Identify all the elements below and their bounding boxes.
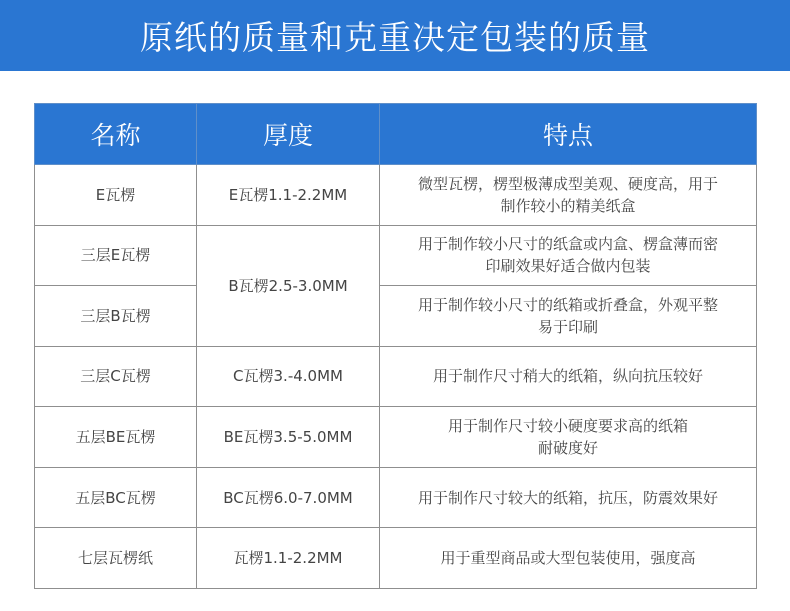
feature-line: 制作较小的精美纸盒 [500,196,636,215]
table-row [35,286,757,347]
cell-feature [380,528,757,589]
cell-thickness: B瓦楞2.5-3.0MM [197,225,380,346]
cell-feature [380,165,757,226]
cell-thickness: C瓦楞3.-4.0MM [197,346,380,407]
feature-line: 用于制作尺寸稍大的纸箱，纵向抗压较好 [432,367,703,386]
cell-name: 五层BE瓦楞 [35,407,197,468]
cell-feature [380,286,757,347]
cell-name: 七层瓦楞纸 [35,528,197,589]
table-row [35,165,757,226]
header-thickness: 厚度 [197,104,380,165]
cell-feature [380,467,757,528]
feature-line: 用于制作尺寸较小硬度要求高的纸箱 [447,417,688,436]
cell-name: E瓦楞 [35,165,197,226]
table-header-row [35,104,757,165]
header-name: 名称 [35,104,197,165]
cell-thickness: BE瓦楞3.5-5.0MM [197,407,380,468]
feature-line: 印刷效果好适合做内包装 [485,257,651,276]
cell-feature [380,407,757,468]
header-feature: 特点 [380,104,757,165]
cell-feature [380,346,757,407]
feature-line: 用于制作较小尺寸的纸箱或折叠盒，外观平整 [417,295,718,314]
cell-thickness: BC瓦楞6.0-7.0MM [197,467,380,528]
feature-line: 用于重型商品或大型包装使用，强度高 [440,549,696,568]
cell-name: 五层BC瓦楞 [35,467,197,528]
cell-name: 三层C瓦楞 [35,346,197,407]
feature-line: 用于制作尺寸较大的纸箱，抗压，防震效果好 [417,488,718,507]
table-row [35,467,757,528]
feature-line: 易于印刷 [537,317,598,336]
table-row [35,407,757,468]
table-row [35,528,757,589]
cell-thickness: E瓦楞1.1-2.2MM [197,165,380,226]
cell-name: 三层E瓦楞 [35,225,197,286]
cell-thickness: 瓦楞1.1-2.2MM [197,528,380,589]
table-row [35,225,757,286]
cell-name: 三层B瓦楞 [35,286,197,347]
corrugated-spec-table [34,103,757,589]
page-title: 原纸的质量和克重决定包装的质量 [140,18,650,57]
table-row [35,346,757,407]
cell-feature [380,225,757,286]
feature-line: 耐破度好 [537,439,598,458]
feature-line: 用于制作较小尺寸的纸盒或内盒、楞盒薄而密 [417,235,718,254]
feature-line: 微型瓦楞，楞型极薄成型美观、硬度高，用于 [417,174,718,193]
title-banner [0,0,790,71]
